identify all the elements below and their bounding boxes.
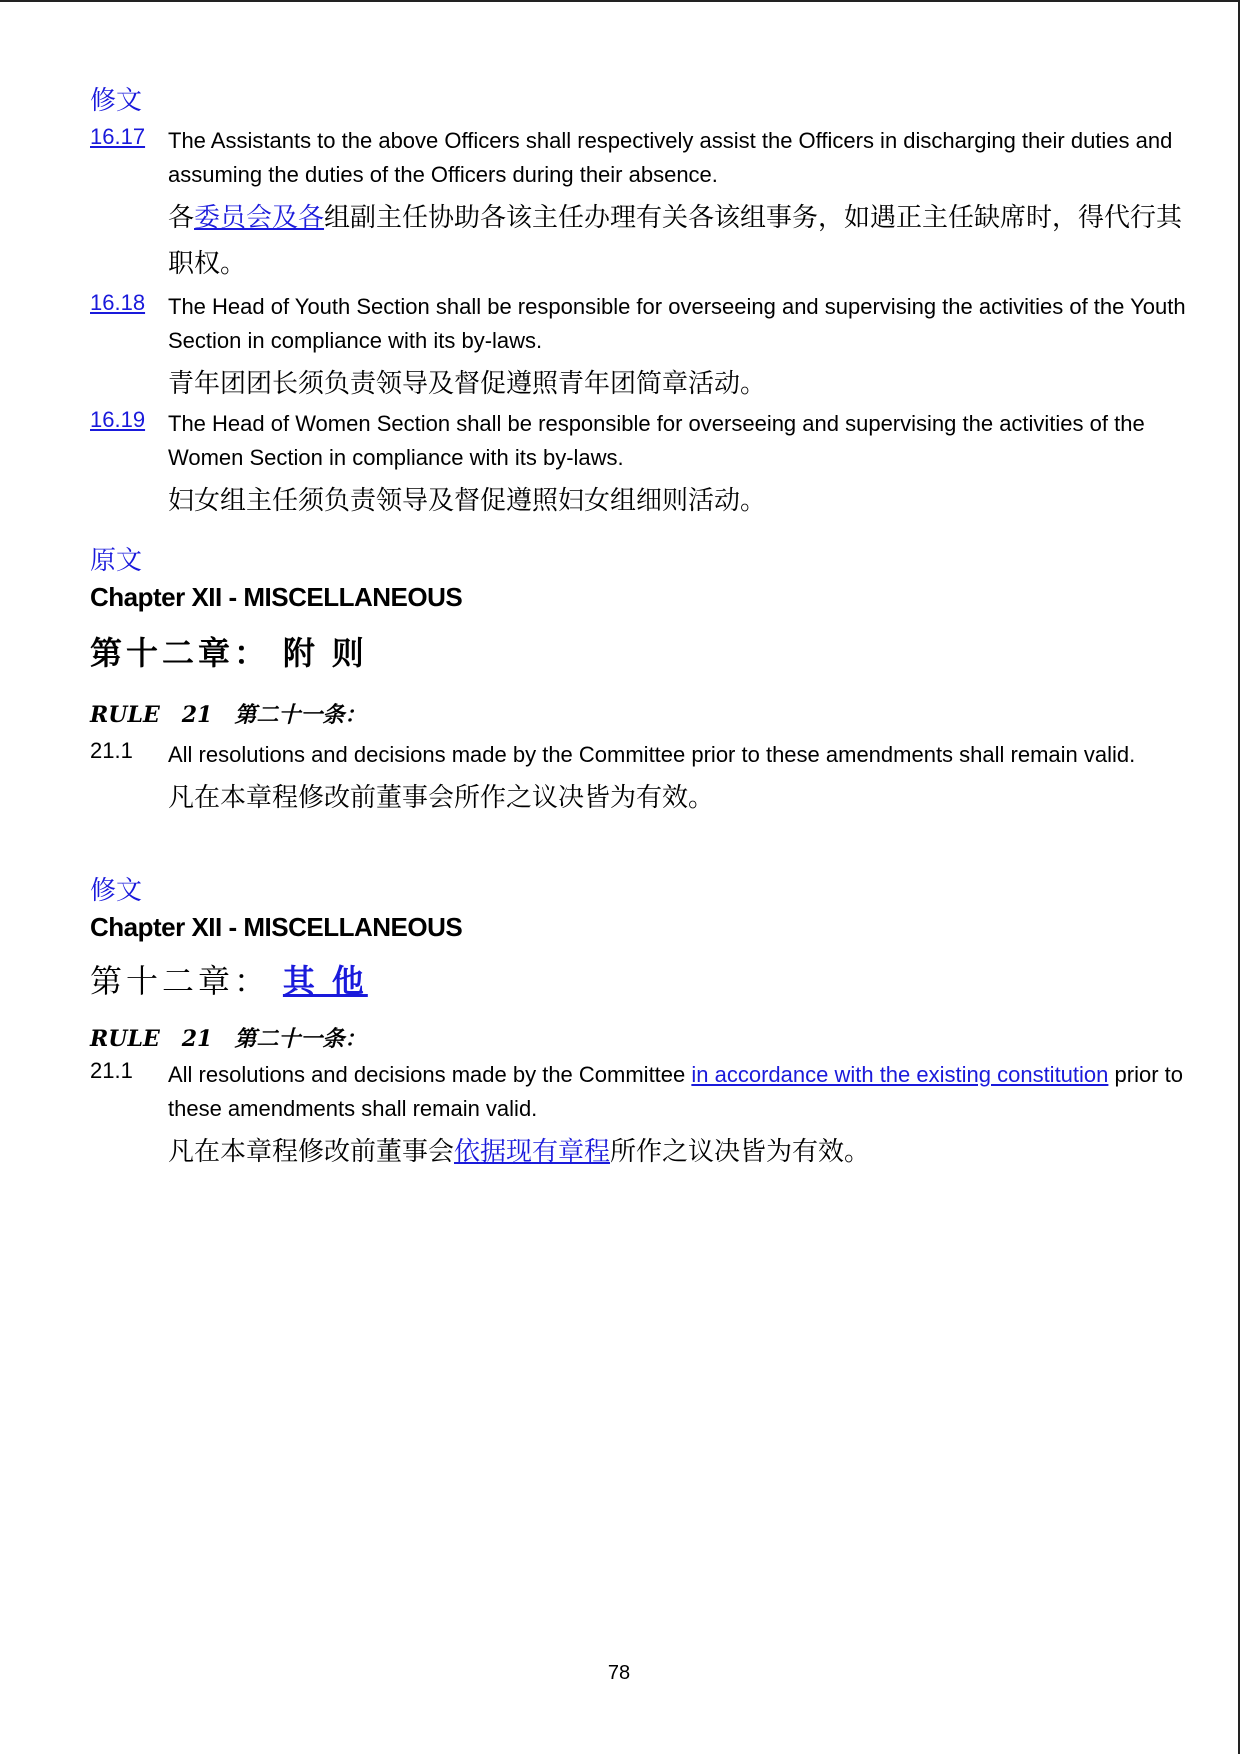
clause-chinese-text: 各委员会及各组副主任协助各该主任办理有关各该组事务，如遇正主任缺席时，得代行其职权。: [168, 202, 1183, 278]
clause-english-text: All resolutions and decisions made by the Committee in accordance with the existing constitution prior to these amendments shall remain valid.: [168, 1062, 1183, 1121]
rule-heading: RULE 21 第二十一条：: [90, 702, 367, 728]
chapter-title-english: Chapter XII - MISCELLANEOUS: [90, 912, 463, 942]
clause-number: 16.19: [90, 407, 146, 432]
clause-21-1-amended: [90, 1058, 1190, 1174]
clause-chinese-text: 凡在本章程修改前董事会依据现有章程所作之议决皆为有效。: [168, 1136, 871, 1166]
clause-number: 21.1: [90, 1058, 133, 1083]
clause-number: 21.1: [90, 738, 133, 763]
chapter-title-chinese: 第十二章： 附 则: [90, 635, 368, 671]
clause-english-text: The Head of Youth Section shall be responsible for overseeing and supervising the activities of the Youth Section in compliance with its by-laws.: [168, 294, 1186, 353]
clause-16-17: [90, 124, 1190, 286]
inserted-text: 其 他: [282, 963, 368, 999]
clause-16-18: [90, 290, 1190, 406]
chapter-title-chinese: 第十二章： 其 他: [90, 963, 368, 999]
clause-number: 16.17: [90, 124, 146, 149]
clause-english-text: The Assistants to the above Officers shall respectively assist the Officers in discharging their duties and assuming the duties of the Officers during their absence.: [168, 128, 1173, 187]
chapter-title-english: Chapter XII - MISCELLANEOUS: [90, 582, 463, 612]
clause-number: 16.18: [90, 290, 146, 315]
clause-chinese-text: 妇女组主任须负责领导及督促遵照妇女组细则活动。: [168, 485, 767, 515]
clause-chinese-text: 青年团团长须负责领导及督促遵照青年团简章活动。: [168, 368, 767, 398]
inserted-text: 依据现有章程: [454, 1136, 611, 1166]
amended-text-label: 修文: [90, 875, 143, 905]
inserted-text: in accordance with the existing constitution: [691, 1062, 1109, 1087]
clause-english-text: All resolutions and decisions made by the Committee prior to these amendments shall remain valid.: [168, 742, 1136, 767]
clause-english-text: The Head of Women Section shall be responsible for overseeing and supervising the activities of the Women Section in compliance with its by-laws.: [168, 411, 1145, 470]
rule-heading: RULE 21 第二十一条：: [90, 1026, 367, 1052]
amended-text-label: 修文: [90, 85, 143, 115]
clause-21-1-original: [90, 738, 1190, 820]
clause-16-19: [90, 407, 1190, 523]
original-text-label: 原文: [90, 545, 143, 575]
clause-chinese-text: 凡在本章程修改前董事会所作之议决皆为有效。: [168, 782, 715, 812]
inserted-text: 委员会及各: [194, 202, 325, 232]
page-number: 78: [607, 1662, 631, 1684]
